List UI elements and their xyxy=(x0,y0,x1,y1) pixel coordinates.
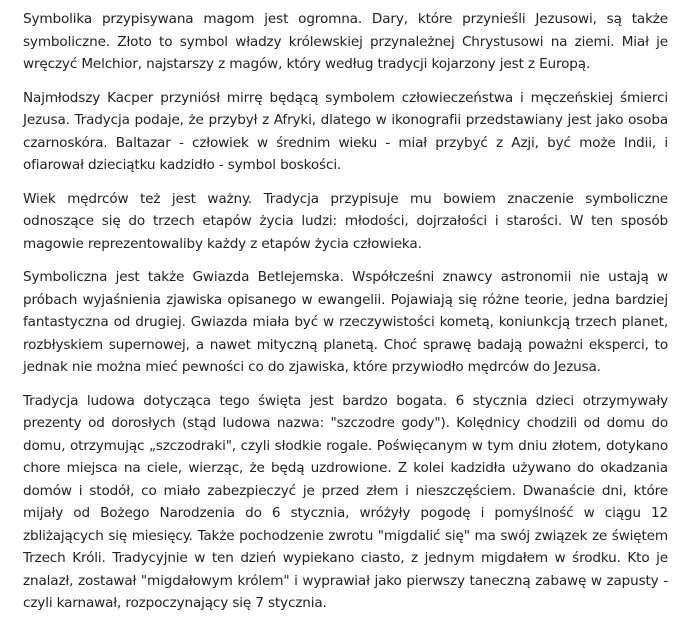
article-body xyxy=(23,8,668,615)
paragraph-kacper-baltazar: Najmłodszy Kacper przyniósł mirrę będącą symbolem człowieczeństwa i męczeńskiej śmierci Jezusa. Tradycja podaje, że przybył z Afryki, dlatego w ikonografii przedstawiany jest jako osoba czarnoskóra. Baltazar - człowiek w średnim wieku - miał przybyć z Azji, być może Indii, i ofiarował dzieciątku kadzidło - symbol boskości. xyxy=(23,89,668,173)
paragraph-folk-tradition: Tradycja ludowa dotycząca tego święta jest bardzo bogata. 6 stycznia dzieci otrzymywały prezenty od dorosłych (stąd ludowa nazwa: "szczodre gody"). Kolędnicy chodzili od domu do domu, otrzymując „szczodraki", czyli słodkie rogale. Poświęcanym w tym dniu złotem, dotykano chore miejsca na ciele, wierząc, że będą uzdrowione. Z kolei kadzidła używano do okadzania domów i stodół, co miało zabezpieczyć je przed złem i nieszczęściem. Dwanaście dni, które mijały od Bożego Narodzenia do 6 stycznia, wróżyły pogodę i pomyślność w ciągu 12 zbliżających się miesięcy. Także pochodzenie zwrotu "migdalić się" ma swój związek ze świętem Trzech Króli. Tradycyjnie w ten dzień wypiekano ciasto, z jednym migdałem w środku. Kto je znalazł, zostawał "migdałowym królem" i wyprawiał jako pierwszy taneczną zabawę w zapusty - czyli karnawał, rozpoczynający się 7 stycznia. xyxy=(23,392,668,611)
paragraph-star-of-bethlehem: Symboliczna jest także Gwiazda Betlejemska. Współcześni znawcy astronomii nie ustają w próbach wyjaśnienia zjawiska opisanego w ewangelii. Pojawiają się różne teorie, jedna bardziej fantastyczna od drugiej. Gwiazda miała być w rzeczywistości kometą, koniunkcją trzech planet, rozbłyskiem supernowej, a nawet mityczną planetą. Choć sprawę badają poważni eksperci, to jednak nie można mieć pewności co do zjawiska, które przywiodło mędrców do Jezusa. xyxy=(23,269,668,375)
paragraph-gifts-symbolism: Symbolika przypisywana magom jest ogromna. Dary, które przynieśli Jezusowi, są także symboliczne. Złoto to symbol władzy królewskiej przynależnej Chrystusowi na ziemi. Miał je wręczyć Melchior, najstarszy z magów, który według tradycji kojarzony jest z Europą. xyxy=(23,11,668,72)
paragraph-age-of-magi: Wiek mędrców też jest ważny. Tradycja przypisuje mu bowiem znaczenie symboliczne odnoszące się do trzech etapów życia ludzi: młodości, dojrzałości i starości. W ten sposób magowie reprezentowaliby każdy z etapów życia człowieka. xyxy=(23,190,668,252)
